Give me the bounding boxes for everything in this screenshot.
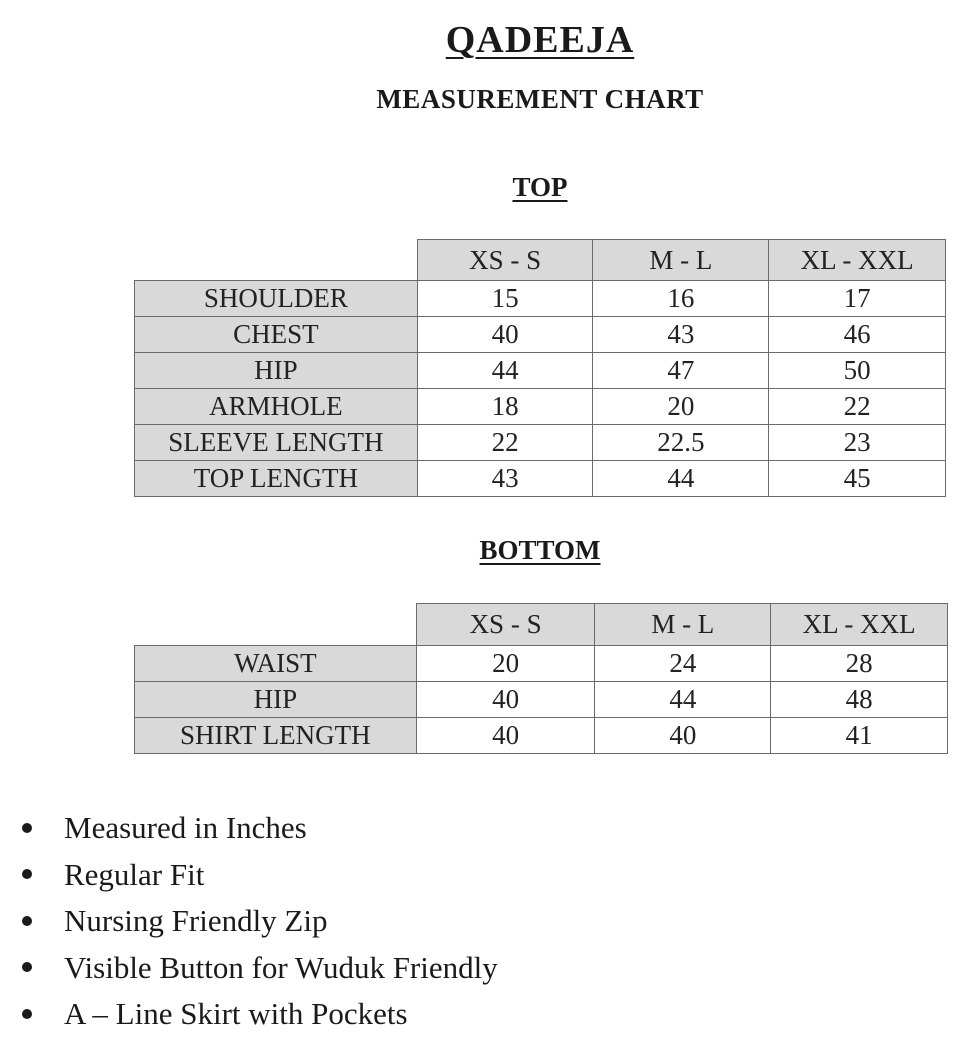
row-label: SHOULDER bbox=[135, 281, 418, 317]
row-label: ARMHOLE bbox=[135, 389, 418, 425]
value-cell: 40 bbox=[595, 718, 771, 754]
value-cell: 40 bbox=[416, 682, 595, 718]
top-measurement-table bbox=[134, 239, 946, 497]
value-cell: 50 bbox=[769, 353, 946, 389]
brand-title: QADEEJA bbox=[445, 19, 635, 61]
value-cell: 17 bbox=[769, 281, 946, 317]
bullet-icon bbox=[22, 823, 32, 833]
list-item bbox=[22, 898, 498, 945]
value-cell: 44 bbox=[593, 461, 769, 497]
note-text: Nursing Friendly Zip bbox=[64, 903, 328, 938]
table-header-row bbox=[135, 604, 948, 646]
value-cell: 47 bbox=[593, 353, 769, 389]
list-item bbox=[22, 991, 498, 1038]
size-header-m-l: M - L bbox=[593, 240, 769, 281]
chart-subtitle: MEASUREMENT CHART bbox=[376, 84, 704, 114]
table-row bbox=[135, 461, 946, 497]
table-row bbox=[135, 682, 948, 718]
bullet-icon bbox=[22, 869, 32, 879]
value-cell: 43 bbox=[593, 317, 769, 353]
value-cell: 20 bbox=[416, 646, 595, 682]
size-header-xs-s: XS - S bbox=[416, 604, 595, 646]
row-label: SLEEVE LENGTH bbox=[135, 425, 418, 461]
value-cell: 44 bbox=[417, 353, 593, 389]
value-cell: 22 bbox=[769, 389, 946, 425]
bullet-icon bbox=[22, 916, 32, 926]
note-text: Regular Fit bbox=[64, 856, 205, 892]
value-cell: 22.5 bbox=[593, 425, 769, 461]
value-cell: 16 bbox=[593, 281, 769, 317]
bottom-measurement-table bbox=[134, 603, 948, 754]
table-row bbox=[135, 389, 946, 425]
notes-list bbox=[22, 805, 498, 1038]
list-item bbox=[22, 852, 498, 899]
row-label: CHEST bbox=[135, 317, 418, 353]
size-header-xs-s: XS - S bbox=[417, 240, 593, 281]
value-cell: 15 bbox=[417, 281, 593, 317]
top-section-title: TOP bbox=[512, 172, 568, 202]
row-label: HIP bbox=[135, 682, 417, 718]
row-label: HIP bbox=[135, 353, 418, 389]
row-label: WAIST bbox=[135, 646, 417, 682]
empty-corner-cell bbox=[135, 240, 418, 281]
size-header-xl-xxl: XL - XXL bbox=[771, 604, 948, 646]
value-cell: 40 bbox=[416, 718, 595, 754]
value-cell: 24 bbox=[595, 646, 771, 682]
table-row bbox=[135, 353, 946, 389]
row-label: SHIRT LENGTH bbox=[135, 718, 417, 754]
value-cell: 43 bbox=[417, 461, 593, 497]
size-header-m-l: M - L bbox=[595, 604, 771, 646]
bottom-section-title: BOTTOM bbox=[479, 535, 601, 565]
value-cell: 22 bbox=[417, 425, 593, 461]
value-cell: 40 bbox=[417, 317, 593, 353]
value-cell: 45 bbox=[769, 461, 946, 497]
empty-corner-cell bbox=[135, 604, 417, 646]
list-item bbox=[22, 945, 498, 992]
value-cell: 48 bbox=[771, 682, 948, 718]
value-cell: 28 bbox=[771, 646, 948, 682]
table-row bbox=[135, 718, 948, 754]
note-text: Visible Button for Wuduk Friendly bbox=[64, 949, 498, 985]
list-item bbox=[22, 805, 498, 852]
table-header-row bbox=[135, 240, 946, 281]
row-label: TOP LENGTH bbox=[135, 461, 418, 497]
value-cell: 46 bbox=[769, 317, 946, 353]
note-text: A – Line Skirt with Pockets bbox=[64, 996, 408, 1031]
table-row bbox=[135, 646, 948, 682]
value-cell: 18 bbox=[417, 389, 593, 425]
bullet-icon bbox=[22, 1009, 32, 1019]
value-cell: 41 bbox=[771, 718, 948, 754]
note-text: Measured in Inches bbox=[64, 810, 307, 845]
bullet-icon bbox=[22, 962, 32, 972]
table-row bbox=[135, 281, 946, 317]
value-cell: 23 bbox=[769, 425, 946, 461]
value-cell: 44 bbox=[595, 682, 771, 718]
table-row bbox=[135, 425, 946, 461]
value-cell: 20 bbox=[593, 389, 769, 425]
table-row bbox=[135, 317, 946, 353]
size-header-xl-xxl: XL - XXL bbox=[769, 240, 946, 281]
